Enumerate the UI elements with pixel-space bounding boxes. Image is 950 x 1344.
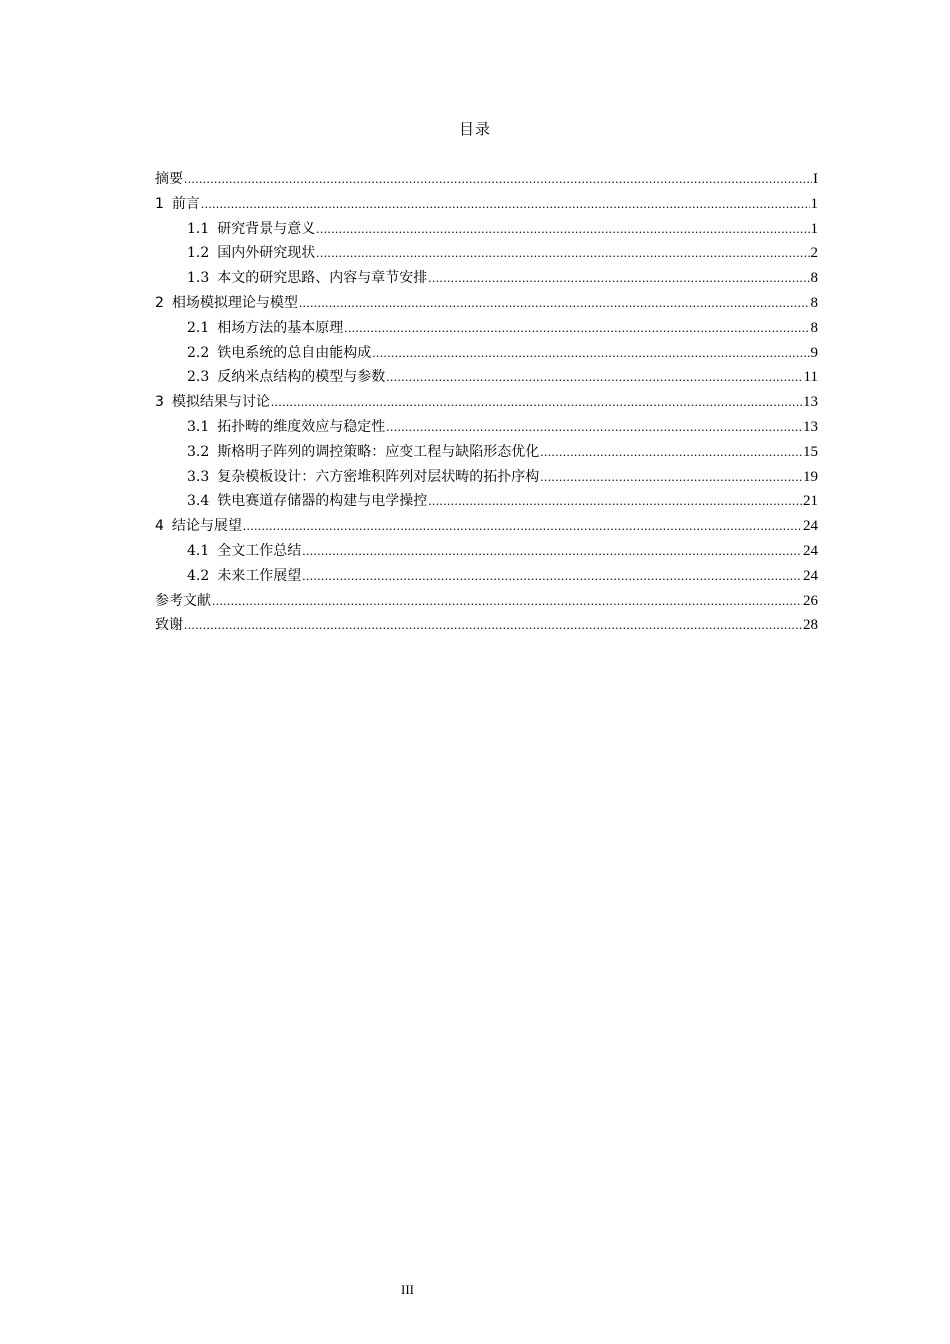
toc-entry-title: 铁电系统的总自由能构成 <box>217 344 372 361</box>
toc-entry-number: 3.4 <box>187 493 210 510</box>
toc-entry-page-number: 11 <box>803 369 818 386</box>
toc-dot-leader <box>316 217 809 242</box>
toc-entry[interactable] <box>155 192 818 217</box>
toc-entry-number: 2.3 <box>187 369 210 386</box>
toc-entry-page-number: 1 <box>810 220 818 237</box>
toc-entry-number: 3.3 <box>187 468 210 485</box>
toc-dot-leader <box>428 266 809 291</box>
toc-entry[interactable] <box>155 589 818 614</box>
toc-entry[interactable] <box>155 316 818 341</box>
toc-entry-number: 3.1 <box>187 418 210 435</box>
toc-entry[interactable] <box>155 390 818 415</box>
toc-entry-number: 2.1 <box>187 319 210 336</box>
toc-entry[interactable] <box>155 266 818 291</box>
toc-entry[interactable] <box>155 489 818 514</box>
toc-entry-page-number: 8 <box>810 319 818 336</box>
table-of-contents <box>155 167 818 638</box>
toc-entry-number: 3 <box>155 394 164 411</box>
toc-dot-leader <box>386 365 802 390</box>
toc-entry-number: 2 <box>155 294 164 311</box>
toc-entry-title: 前言 <box>171 195 200 212</box>
toc-entry-title: 摘要 <box>155 171 183 187</box>
toc-entry[interactable] <box>155 539 818 564</box>
toc-entry-title: 模拟结果与讨论 <box>171 394 270 411</box>
toc-entry-number: 4.1 <box>187 542 210 559</box>
toc-entry-page-number: 24 <box>803 518 818 535</box>
toc-entry-page-number: 13 <box>803 418 818 435</box>
toc-entry-number: 3.2 <box>187 443 210 460</box>
toc-dot-leader <box>428 489 802 514</box>
toc-entry[interactable] <box>155 465 818 490</box>
toc-entry[interactable] <box>155 415 818 440</box>
toc-entry-number: 1.2 <box>187 245 210 262</box>
page-number-footer: III <box>401 1282 414 1297</box>
toc-entry-title: 拓扑畴的维度效应与稳定性 <box>217 418 386 435</box>
toc-dot-leader <box>540 465 802 490</box>
toc-dot-leader <box>184 613 802 638</box>
toc-entry-page-number: 28 <box>803 617 818 634</box>
toc-entry[interactable] <box>155 365 818 390</box>
toc-entry-page-number: I <box>813 171 818 187</box>
toc-entry-page-number: 2 <box>810 245 818 262</box>
toc-entry-title: 斯格明子阵列的调控策略：应变工程与缺陷形态优化 <box>217 443 540 460</box>
toc-entry-title: 相场方法的基本原理 <box>217 319 344 336</box>
toc-entry-number: 1 <box>155 195 164 212</box>
toc-entry-number: 2.2 <box>187 344 210 361</box>
toc-entry-number: 4 <box>155 518 164 535</box>
toc-dot-leader <box>302 539 802 564</box>
toc-entry-page-number: 8 <box>810 294 818 311</box>
toc-entry[interactable] <box>155 613 818 638</box>
toc-entry[interactable] <box>155 291 818 316</box>
toc-entry[interactable] <box>155 564 818 589</box>
toc-entry-title: 国内外研究现状 <box>217 245 316 262</box>
toc-entry-page-number: 13 <box>803 394 818 411</box>
toc-dot-leader <box>212 589 802 614</box>
toc-dot-leader <box>299 291 810 316</box>
toc-entry-title: 铁电赛道存储器的构建与电学操控 <box>217 493 428 510</box>
toc-dot-leader <box>372 341 809 366</box>
toc-entry-number: 1.1 <box>187 220 210 237</box>
toc-dot-leader <box>386 415 802 440</box>
toc-dot-leader <box>344 316 809 341</box>
toc-entry-page-number: 24 <box>803 542 818 559</box>
toc-entry-title: 研究背景与意义 <box>217 220 316 237</box>
toc-entry[interactable] <box>155 514 818 539</box>
toc-entry-title: 复杂模板设计：六方密堆积阵列对层状畴的拓扑序构 <box>217 468 540 485</box>
toc-entry[interactable] <box>155 241 818 266</box>
toc-dot-leader <box>243 514 802 539</box>
toc-entry-page-number: 26 <box>803 592 818 609</box>
toc-entry[interactable] <box>155 341 818 366</box>
toc-entry-title: 本文的研究思路、内容与章节安排 <box>217 270 428 287</box>
page-title: 目录 <box>458 120 491 138</box>
toc-entry-title: 结论与展望 <box>171 518 242 535</box>
toc-dot-leader <box>302 564 802 589</box>
toc-entry-title: 相场模拟理论与模型 <box>171 294 298 311</box>
toc-entry-number: 4.2 <box>187 567 210 584</box>
toc-entry-page-number: 1 <box>810 195 818 212</box>
toc-entry-page-number: 19 <box>803 468 818 485</box>
toc-entry-page-number: 9 <box>810 344 818 361</box>
toc-dot-leader <box>271 390 802 415</box>
toc-entry-page-number: 21 <box>803 493 818 510</box>
toc-entry-page-number: 24 <box>803 567 818 584</box>
toc-entry-number: 1.3 <box>187 270 210 287</box>
toc-entry-page-number: 15 <box>803 443 818 460</box>
toc-dot-leader <box>316 241 809 266</box>
toc-dot-leader <box>540 440 802 465</box>
toc-entry-title: 致谢 <box>155 617 183 634</box>
toc-entry-title: 未来工作展望 <box>217 567 302 584</box>
toc-entry[interactable] <box>155 167 818 192</box>
toc-entry[interactable] <box>155 440 818 465</box>
toc-dot-leader <box>184 167 812 192</box>
toc-entry-title: 参考文献 <box>155 592 211 609</box>
toc-entry-title: 全文工作总结 <box>217 542 302 559</box>
toc-dot-leader <box>201 192 810 217</box>
toc-entry-page-number: 8 <box>810 270 818 287</box>
toc-entry[interactable] <box>155 217 818 242</box>
toc-entry-title: 反纳米点结构的模型与参数 <box>217 369 386 386</box>
